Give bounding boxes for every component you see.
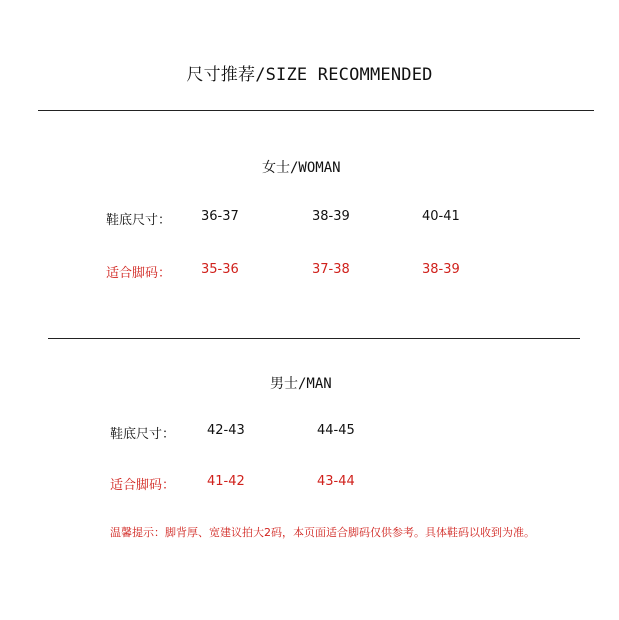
men-fit-label: 适合脚码： [110,478,176,493]
size-tip-note: 温馨提示：脚背厚、宽建议拍大2码，本页面适合脚码仅供参考。具体鞋码以收到为准。 [110,526,535,539]
men-sole-size-1: 42-43 [207,423,245,438]
women-fit-size-1: 35-36 [201,262,239,277]
women-sole-label: 鞋底尺寸： [106,213,172,228]
men-heading: 男士/MAN [270,376,332,392]
title-divider [38,110,594,111]
women-heading: 女士/WOMAN [262,160,341,176]
women-sole-size-1: 36-37 [201,209,239,224]
men-fit-size-1: 41-42 [207,474,245,489]
men-sole-size-2: 44-45 [317,423,355,438]
men-fit-size-2: 43-44 [317,474,355,489]
women-fit-label: 适合脚码： [106,266,172,281]
women-fit-size-2: 37-38 [312,262,350,277]
women-sole-size-2: 38-39 [312,209,350,224]
women-fit-size-3: 38-39 [422,262,460,277]
section-divider [48,338,580,339]
page-title: 尺寸推荐/SIZE RECOMMENDED [186,65,433,85]
men-sole-label: 鞋底尺寸： [110,427,176,442]
women-sole-size-3: 40-41 [422,209,460,224]
